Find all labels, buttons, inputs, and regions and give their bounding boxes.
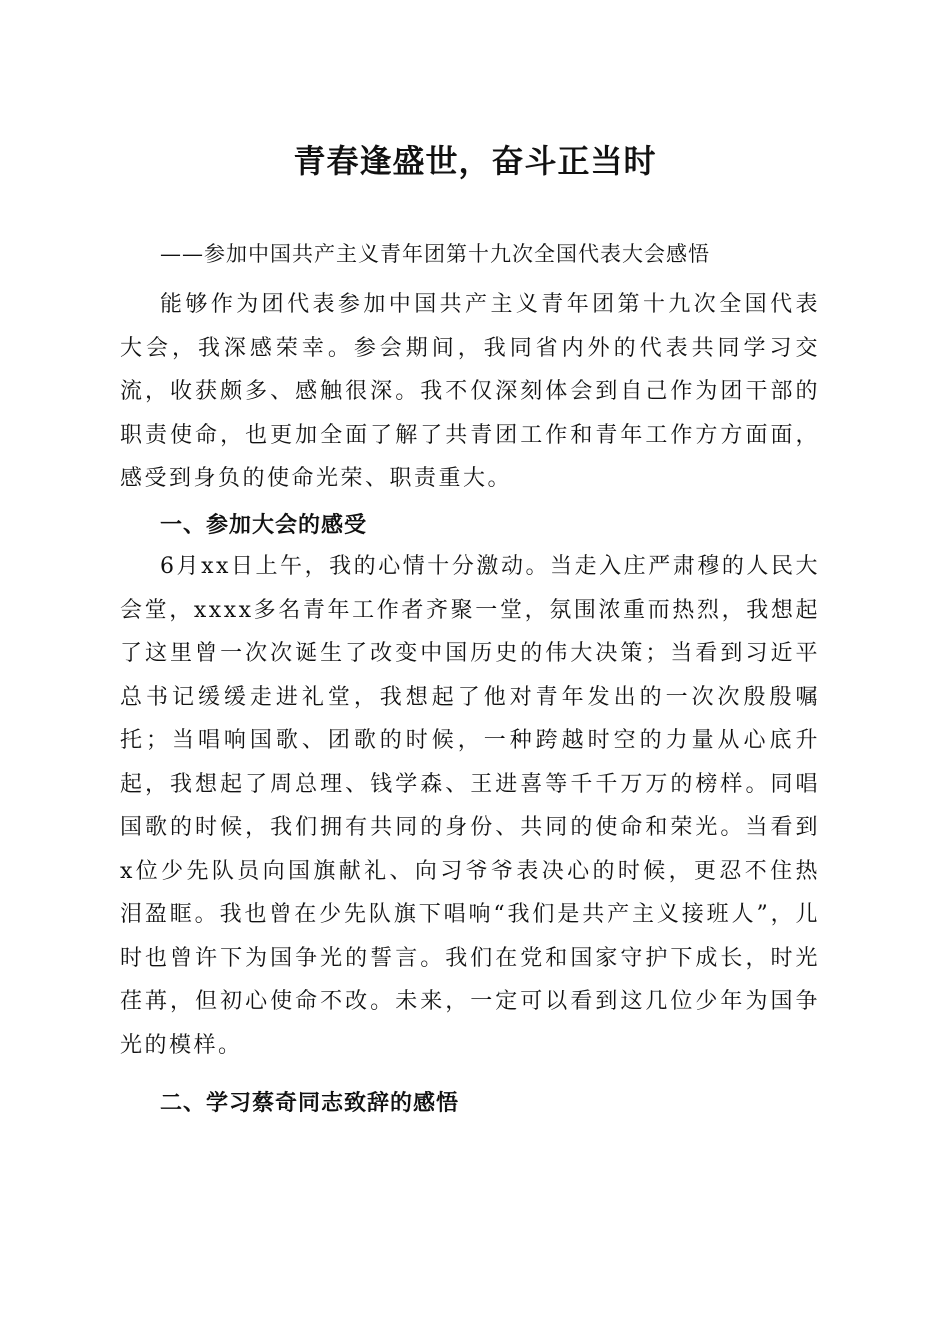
section-1-paragraph: 6月xx日上午，我的心情十分激动。当走入庄严肃穆的人民大会堂，xxxx多名青年工作者齐聚一堂，氛围浓重而热烈，我想起了这里曾一次次诞生了改变中国历史的伟大决策；当看到习近平总书记缓缓走进礼堂，我想起了他对青年发出的一次次殷殷嘱托；当唱响国歌、团歌的时候，一种跨越时空的力量从心底升起，我想起了周总理、钱学森、王进喜等千千万万的榜样。同唱国歌的时候，我们拥有共同的身份、共同的使命和荣光。当看到x位少先队员向国旗献礼、向习爷爷表决心的时候，更忍不住热泪盈眶。我也曾在少先队旗下唱响“我们是共产主义接班人”，儿时也曾许下为国争光的誓言。我们在党和国家守护下成长，时光荏苒，但初心使命不改。未来，一定可以看到这几位少年为国争光的模样。 [120,554,820,1058]
section-heading-2: 二、学习蔡奇同志致辞的感悟 [160,1091,460,1116]
document-title: 青春逢盛世，奋斗正当时 [293,142,657,180]
section-heading-1: 一、参加大会的感受 [160,513,368,538]
document-subtitle: ——参加中国共产主义青年团第十九次全国代表大会感悟 [160,242,710,266]
intro-paragraph: 能够作为团代表参加中国共产主义青年团第十九次全国代表大会，我深感荣幸。参会期间，我同省内外的代表共同学习交流，收获颇多、感触很深。我不仅深刻体会到自己作为团干部的职责使命，也更加全面了解了共青团工作和青年工作方方面面，感受到身负的使命光荣、职责重大。 [120,292,820,491]
